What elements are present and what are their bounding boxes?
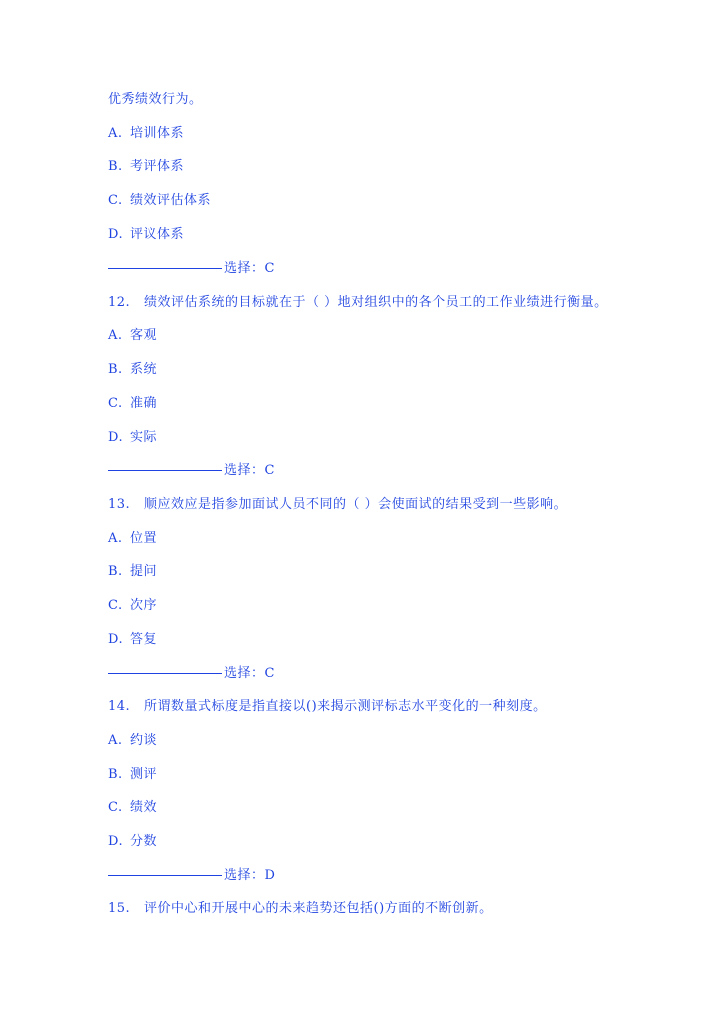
- option-b: [108, 159, 184, 175]
- option-letter: D.: [108, 834, 124, 849]
- option-letter: A.: [108, 328, 123, 343]
- option-text: 提问: [130, 564, 158, 579]
- option-a: [108, 531, 157, 547]
- question-number: 12.: [108, 295, 131, 310]
- option-letter: A.: [108, 733, 123, 748]
- option-text: 评议体系: [130, 227, 185, 242]
- question-12-stem: [108, 295, 608, 311]
- option-letter: B.: [108, 564, 123, 579]
- answer-text: 选择：C: [224, 261, 275, 276]
- question-number: 15.: [108, 901, 131, 916]
- option-text: 考评体系: [130, 159, 185, 174]
- answer-line: [108, 868, 275, 884]
- option-text: 实际: [130, 430, 158, 445]
- answer-text: 选择：D: [224, 868, 276, 883]
- answer-line: [108, 666, 275, 682]
- option-letter: C.: [108, 800, 123, 815]
- option-c: [108, 193, 211, 209]
- option-letter: B.: [108, 159, 123, 174]
- option-d: [108, 632, 157, 648]
- option-text: 分数: [130, 834, 158, 849]
- option-b: [108, 564, 157, 580]
- answer-rule: [108, 268, 222, 269]
- option-letter: C.: [108, 396, 123, 411]
- option-letter: C.: [108, 598, 123, 613]
- option-text: 系统: [130, 362, 158, 377]
- question-number: 14.: [108, 699, 131, 714]
- question-15-stem: [108, 901, 493, 917]
- option-text: 位置: [130, 531, 158, 546]
- option-a: [108, 328, 157, 344]
- option-a: [108, 733, 157, 749]
- option-text: 绩效评估体系: [130, 193, 212, 208]
- option-letter: A.: [108, 531, 123, 546]
- option-text: 绩效: [130, 800, 158, 815]
- question-14-stem: [108, 699, 547, 715]
- answer-rule: [108, 673, 222, 674]
- answer-rule: [108, 470, 222, 471]
- option-a: [108, 126, 184, 142]
- question-number: 13.: [108, 497, 131, 512]
- option-text: 约谈: [130, 733, 158, 748]
- previous-question-stem-tail: 优秀绩效行为。: [108, 92, 203, 107]
- answer-line: [108, 261, 275, 277]
- option-letter: B.: [108, 767, 123, 782]
- answer-text: 选择：C: [224, 463, 275, 478]
- answer-rule: [108, 875, 222, 876]
- option-letter: D.: [108, 430, 124, 445]
- option-d: [108, 430, 157, 446]
- question-text: 顺应效应是指参加面试人员不同的（ ）会使面试的结果受到一些影响。: [144, 497, 568, 512]
- question-text: 所谓数量式标度是指直接以()来揭示测评标志水平变化的一种刻度。: [144, 699, 547, 714]
- answer-line: [108, 463, 275, 479]
- option-text: 客观: [130, 328, 158, 343]
- option-text: 培训体系: [130, 126, 185, 141]
- option-letter: D.: [108, 632, 124, 647]
- option-b: [108, 362, 157, 378]
- option-d: [108, 227, 184, 243]
- option-letter: C.: [108, 193, 123, 208]
- option-letter: D.: [108, 227, 124, 242]
- option-letter: B.: [108, 362, 123, 377]
- option-text: 测评: [130, 767, 158, 782]
- option-c: [108, 396, 157, 412]
- option-d: [108, 834, 157, 850]
- question-text: 评价中心和开展中心的未来趋势还包括()方面的不断创新。: [144, 901, 493, 916]
- option-text: 次序: [130, 598, 158, 613]
- option-c: [108, 598, 157, 614]
- option-letter: A.: [108, 126, 123, 141]
- option-text: 准确: [130, 396, 158, 411]
- option-text: 答复: [130, 632, 158, 647]
- option-b: [108, 767, 157, 783]
- question-text: 绩效评估系统的目标就在于（ ）地对组织中的各个员工的工作业绩进行衡量。: [144, 295, 608, 310]
- option-c: [108, 800, 157, 816]
- answer-text: 选择：C: [224, 666, 275, 681]
- question-13-stem: [108, 497, 567, 513]
